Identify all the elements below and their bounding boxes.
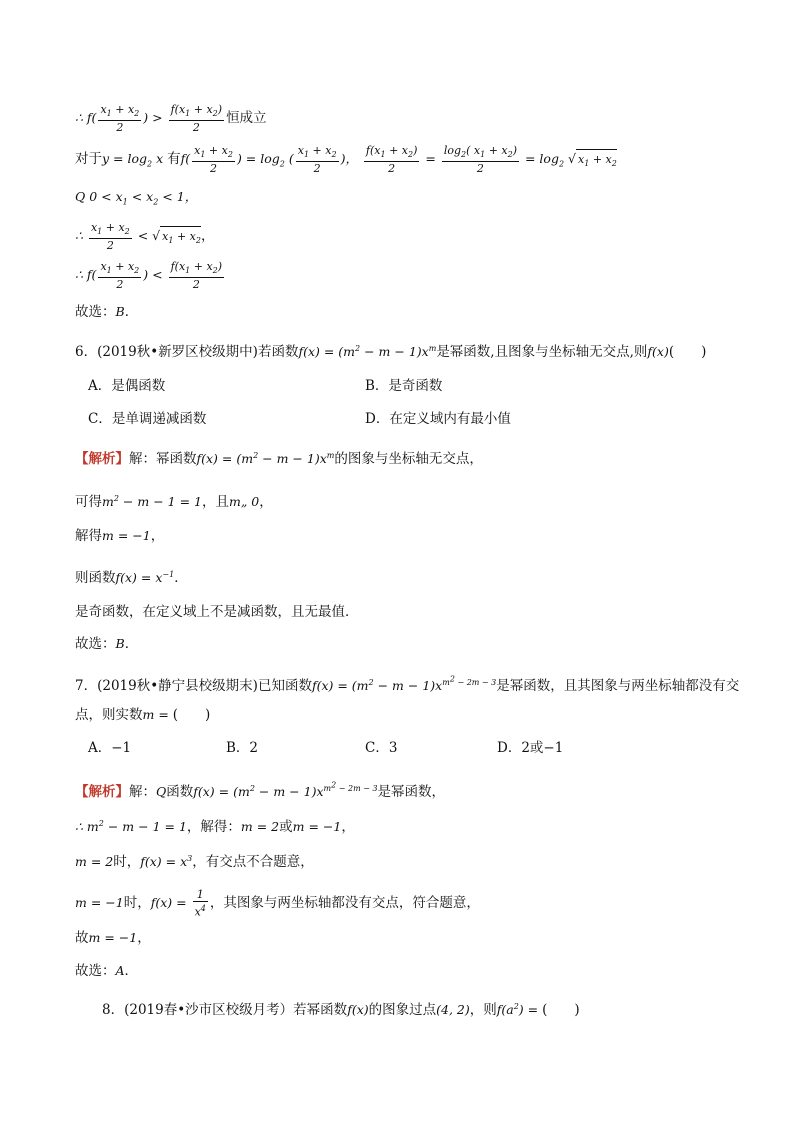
q7-solution-line-5: 故m = −1， — [75, 930, 151, 946]
q6-solution-line-2: 可得$m^2 - m - 1 = 1$，且m„ 0， — [75, 494, 273, 511]
q6-option-d: D．在定义域内有最小值 — [365, 411, 511, 427]
q7-solution-line-1: 【解析】解：Q函数$f(x) = (m^2 - m - 1)x^{m^2 - 2m - 3}$是幂函数， — [75, 780, 446, 800]
q6-solution-line-5: 是奇函数，在定义域上不是减函数，且无最值． — [75, 604, 359, 620]
q7-solution-line-3: m = 2时，$f(x) = x^3$，有交点不合题意， — [75, 854, 314, 871]
derivation-line-1: ∴ f( $\frac{x_1 + x_2}{2}$ ) > $\frac{f(x_1 + x_2)}{2}$ 恒成立 — [75, 103, 267, 135]
q7-option-a: A．−1 — [88, 740, 132, 756]
question-7-line-1: 7．(2019秋•静宁县校级期末)已知函数$f(x) = (m^2 - m - 1)x^{m^2 - 2m - 3}$是幂函数，且其图象与两坐标轴都没有交 — [75, 674, 740, 694]
question-7-line-2: 点，则实数m = ( ) — [75, 707, 211, 723]
text-always-holds: 恒成立 — [226, 110, 267, 127]
q6-option-c: C．是单调递减函数 — [88, 411, 207, 427]
derivation-line-2: 对于$y = \log_2 x$ 有f( $\frac{x_1 + x_2}{2}$ ) = $\log_2$ ( $\frac{x_1 + x_2}{2}$ )， $\frac{f(x_1 + x_2)}{2}$ = $\frac{\log_2( x_1 + x_2)}{2}$ = $\log_2$ √ $x_1 + x_2$ — [75, 144, 617, 176]
question-6: 6．(2019秋•新罗区校级期中)若函数$f(x) = (m^2 - m - 1)x^m$是幂函数,且图象与坐标轴无交点,则f(x)( ) — [75, 344, 707, 361]
derivation-line-4: ∴ $\frac{x_1 + x_2}{2}$ < √ $x_1 + x_2$， — [75, 221, 215, 253]
q7-solution-line-2: ∴ $m^2 - m - 1 = 1$，解得：m = 2或m = −1， — [75, 819, 355, 836]
q6-solution-line-3: 解得m = −1， — [75, 528, 165, 544]
q7-option-d: D．2或−1 — [497, 740, 564, 756]
question-8: 8．(2019春•沙市区校级月考）若幂函数f(x)的图象过点(4, 2)，则$f(a^2)$ = ( ) — [102, 1002, 580, 1019]
analysis-tag: 【解析】 — [75, 451, 129, 468]
q7-solution-line-6: 故选：A． — [75, 963, 139, 979]
analysis-tag: 【解析】 — [75, 783, 129, 800]
q7-solution-line-4: m = −1时，f(x) = $\frac{1}{x^4}$ ，其图象与两坐标轴都没有交点，符合题意， — [75, 888, 480, 919]
q7-option-c: C．3 — [365, 740, 398, 756]
derivation-line-5: ∴ f( $\frac{x_1 + x_2}{2}$ ) < $\frac{f(x_1 + x_2)}{2}$ — [75, 260, 223, 292]
q6-solution-line-4: 则函数$f(x) = x^{-1}$． — [75, 570, 188, 587]
q6-solution-line-6: 故选：B． — [75, 636, 139, 652]
answer-line-q5: 故选：B． — [75, 304, 139, 320]
q6-solution-line-1: 【解析】解：幂函数$f(x) = (m^2 - m - 1)x^m$的图象与坐标轴无交点， — [75, 451, 483, 468]
q6-option-b: B．是奇函数 — [365, 378, 443, 394]
q6-option-a: A．是偶函数 — [88, 378, 166, 394]
derivation-line-3: Q $0 < x_1 < x_2 < 1$， — [75, 189, 198, 207]
q7-option-b: B．2 — [226, 740, 259, 756]
